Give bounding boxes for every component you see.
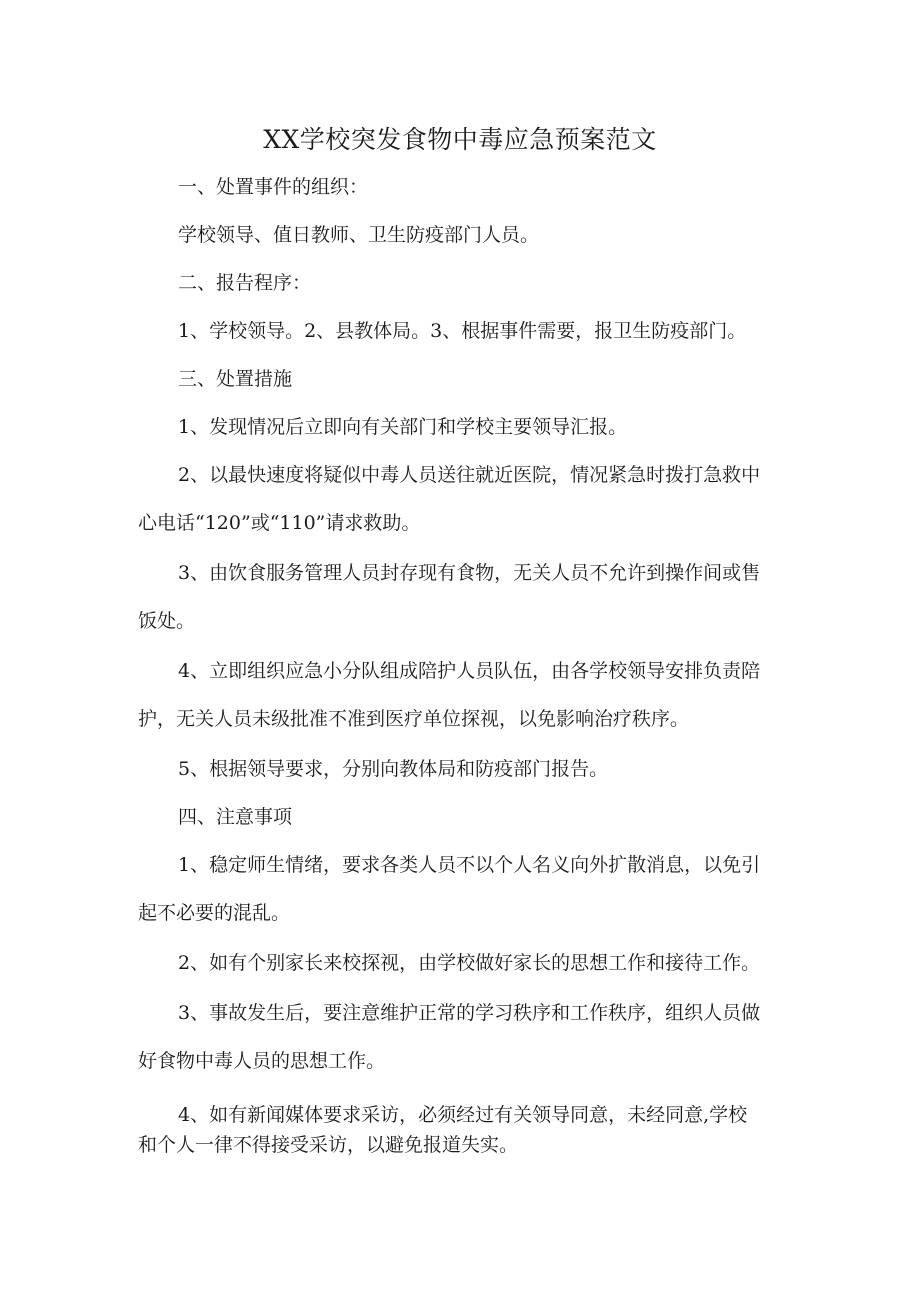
paragraph-line: 饭处。	[138, 610, 196, 632]
paragraph-line: 和个人一律不得接受采访，以避免报道失实。	[138, 1134, 519, 1156]
paragraph-line: 起不必要的混乱。	[138, 902, 291, 924]
paragraph-line: 1、稳定师生情绪，要求各类人员不以个人名义向外扩散消息，以免引	[178, 854, 761, 876]
document-title: XX学校突发食物中毒应急预案范文	[263, 125, 657, 154]
paragraph-line: 4、立即组织应急小分队组成陪护人员队伍，由各学校领导安排负责陪	[178, 660, 761, 682]
paragraph-line: 护，无关人员未级批准不准到医疗单位探视，以免影响治疗秩序。	[138, 708, 690, 730]
section-heading-3: 三、处置措施	[178, 368, 293, 390]
paragraph-line: 5、根据领导要求，分别向教体局和防疫部门报告。	[178, 758, 609, 780]
paragraph-line: 2、以最快速度将疑似中毒人员送往就近医院，情况紧急时拨打急救中	[178, 464, 761, 486]
paragraph-line: 好食物中毒人员的思想工作。	[138, 1050, 386, 1072]
paragraph-line: 2、如有个别家长来校探视，由学校做好家长的思想工作和接待工作。	[178, 952, 761, 974]
section-heading-2: 二、报告程序：	[178, 272, 312, 294]
paragraph-line: 1、学校领导。2、县教体局。3、根据事件需要，报卫生防疫部门。	[178, 320, 747, 342]
paragraph-line: 4、如有新闻媒体要求采访，必须经过有关领导同意，未经同意,学校	[178, 1104, 748, 1126]
paragraph-line: 3、事故发生后，要注意维护正常的学习秩序和工作秩序，组织人员做	[178, 1002, 761, 1024]
paragraph-line: 3、由饮食服务管理人员封存现有食物，无关人员不允许到操作间或售	[178, 562, 761, 584]
paragraph-line: 心电话“120”或“110”请求救助。	[138, 512, 421, 534]
section-heading-1: 一、处置事件的组织：	[178, 176, 369, 198]
paragraph-line: 1、发现情况后立即向有关部门和学校主要领导汇报。	[178, 416, 628, 438]
paragraph-line: 学校领导、值日教师、卫生防疫部门人员。	[178, 224, 540, 246]
section-heading-4: 四、注意事项	[178, 806, 293, 828]
